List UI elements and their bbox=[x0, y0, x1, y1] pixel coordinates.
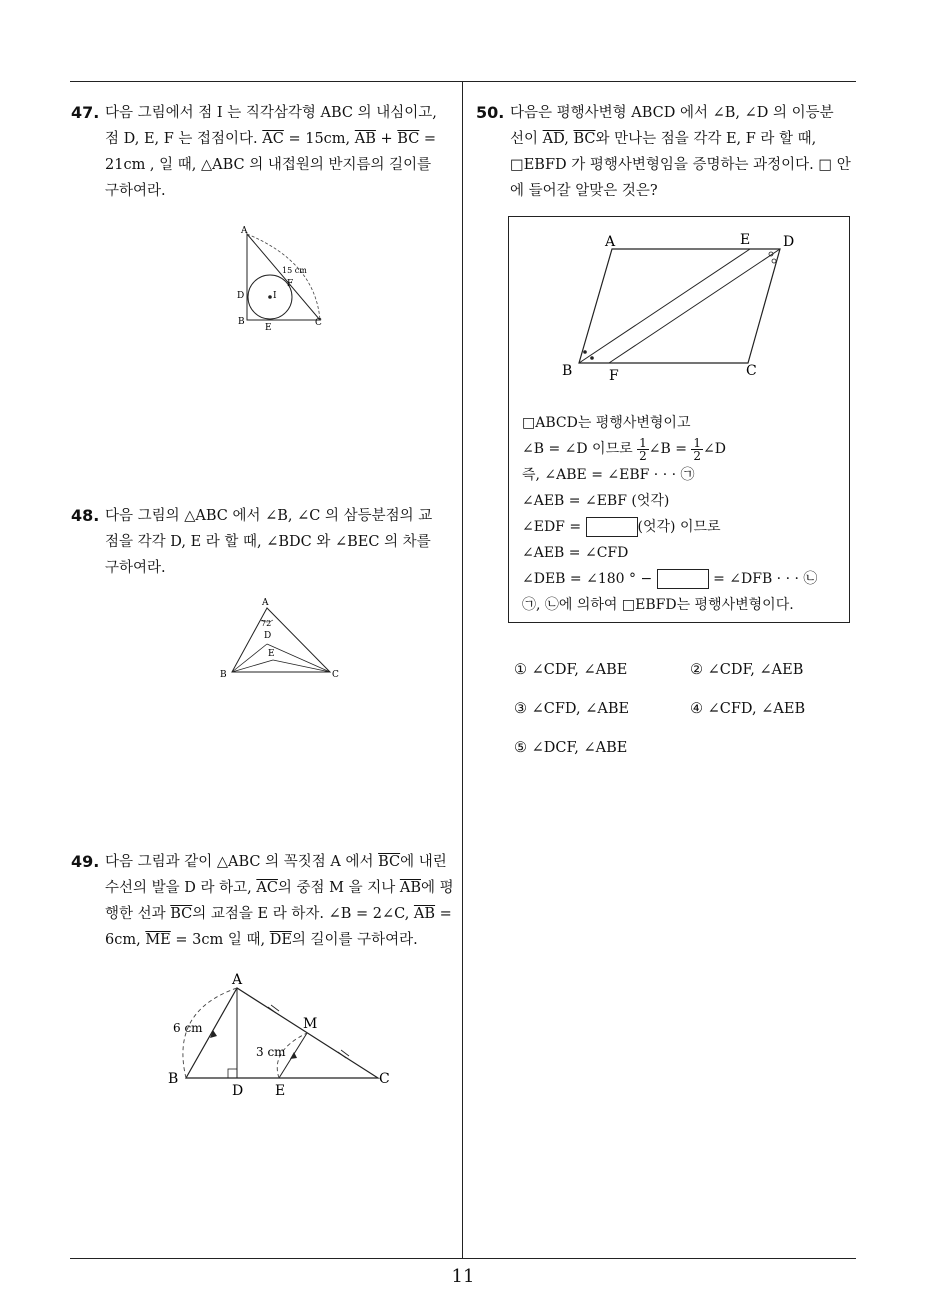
label-b: B bbox=[562, 363, 573, 379]
label-c: C bbox=[746, 363, 757, 379]
q47-line3: 21cm , 일 때, △ABC 의 내접원의 반지름의 길이를 bbox=[105, 157, 432, 173]
bottom-rule bbox=[70, 1258, 856, 1259]
label-e: E bbox=[740, 232, 751, 248]
q49-line2: 수선의 발을 D 라 하고, $\overline{AC}$의 중점 M 을 지나 $\overline{AB}$에 평 bbox=[105, 880, 454, 896]
label-f: F bbox=[609, 368, 619, 384]
label-b: B bbox=[220, 670, 227, 680]
q50-line1: 다음은 평행사변형 ABCD 에서 ∠B, ∠D 의 이등분 bbox=[510, 105, 834, 121]
label-d: D bbox=[232, 1083, 244, 1099]
q48-line1: 다음 그림의 △ABC 에서 ∠B, ∠C 의 삼등분점의 교 bbox=[105, 508, 433, 524]
length-6cm: 6 cm bbox=[173, 1021, 203, 1035]
angle-label: 72 bbox=[261, 619, 272, 628]
proof-line-5: ∠EDF = (엇각) 이므로 bbox=[522, 519, 721, 535]
answer-blank-2 bbox=[657, 569, 709, 589]
q50-line2: 선이 $\overline{AD}$, $\overline{BC}$와 만나는 점을 각각 E, F 라 할 때, bbox=[510, 131, 817, 147]
label-e: E bbox=[275, 1083, 286, 1099]
option-5[interactable]: ⑤ ∠DCF, ∠ABE bbox=[514, 740, 628, 756]
label-a: A bbox=[262, 598, 269, 608]
label-e: E bbox=[265, 323, 272, 333]
proof-line-3: 즉, ∠ABE = ∠EBF · · · ㉠ bbox=[522, 467, 695, 483]
length-3cm: 3 cm bbox=[256, 1045, 286, 1059]
option-2[interactable]: ② ∠CDF, ∠AEB bbox=[690, 662, 804, 678]
q49-line1: 다음 그림과 같이 △ABC 의 꼭짓점 A 에서 $\overline{BC}$에 내린 bbox=[105, 854, 447, 870]
length-label: 15 cm bbox=[282, 266, 307, 275]
question-47 bbox=[71, 100, 455, 204]
q47-line2: 점 D, E, F 는 접점이다. $\overline{AC} = 15cm$, $\overline{AB} + \overline{BC}$ = bbox=[105, 131, 437, 147]
q50-line3: □EBFD 가 평행사변형임을 증명하는 과정이다. □ 안 bbox=[510, 157, 851, 173]
top-rule bbox=[70, 81, 856, 82]
label-d: D bbox=[264, 631, 272, 641]
label-d: D bbox=[237, 291, 245, 301]
label-a: A bbox=[232, 972, 243, 988]
q49-figure bbox=[160, 966, 400, 1101]
label-f: F bbox=[287, 279, 294, 289]
label-c: C bbox=[379, 1071, 390, 1087]
question-number: 49. bbox=[71, 852, 100, 871]
option-3[interactable]: ③ ∠CFD, ∠ABE bbox=[514, 701, 630, 717]
label-b: B bbox=[238, 317, 245, 327]
proof-text bbox=[522, 410, 817, 618]
label-a: A bbox=[605, 234, 616, 250]
label-e: E bbox=[268, 649, 275, 659]
q48-line3: 구하여라. bbox=[105, 560, 166, 576]
page-number: 11 bbox=[451, 1266, 475, 1287]
q47-figure bbox=[230, 222, 340, 334]
label-a: A bbox=[241, 226, 248, 236]
proof-line-2: ∠B = ∠D 이므로 $\frac{1}{2}$ ∠B = $\frac{1}{2}$ ∠D bbox=[522, 435, 726, 463]
question-48 bbox=[71, 503, 455, 581]
q49-line4: 6cm, $\overline{ME} = 3cm$ 일 때, $\overline{DE}$의 길이를 구하여라. bbox=[105, 932, 418, 948]
q50-line4: 에 들어갈 알맞은 것은? bbox=[510, 183, 658, 199]
q50-figure bbox=[555, 228, 835, 388]
label-c: C bbox=[332, 670, 339, 680]
option-1[interactable]: ① ∠CDF, ∠ABE bbox=[514, 662, 628, 678]
label-m: M bbox=[303, 1016, 318, 1032]
question-number: 47. bbox=[71, 103, 100, 122]
q47-line1: 다음 그림에서 점 I 는 직각삼각형 ABC 의 내심이고, bbox=[105, 105, 437, 121]
label-d: D bbox=[783, 234, 795, 250]
proof-line-8: ㉠, ㉡에 의하여 □EBFD는 평행사변형이다. bbox=[522, 597, 794, 613]
q47-line4: 구하여라. bbox=[105, 183, 166, 199]
proof-line-6: ∠AEB = ∠CFD bbox=[522, 545, 629, 561]
answer-blank-1 bbox=[586, 517, 638, 537]
label-b: B bbox=[168, 1071, 179, 1087]
question-number: 50. bbox=[476, 103, 505, 122]
question-number: 48. bbox=[71, 506, 100, 525]
label-c: C bbox=[315, 318, 322, 328]
question-50 bbox=[476, 100, 860, 204]
q48-line2: 점을 각각 D, E 라 할 때, ∠BDC 와 ∠BEC 의 차를 bbox=[105, 534, 431, 550]
label-i: I bbox=[273, 291, 277, 301]
column-divider bbox=[462, 82, 463, 1258]
proof-line-7: ∠DEB = ∠180 ° − = ∠DFB · · · ㉡ bbox=[522, 571, 818, 587]
q48-figure bbox=[215, 594, 345, 684]
proof-line-1: □ABCD는 평행사변형이고 bbox=[522, 415, 691, 431]
proof-line-4: ∠AEB = ∠EBF (엇각) bbox=[522, 493, 670, 509]
q49-line3: 행한 선과 $\overline{BC}$의 교점을 E 라 하자. ∠B = 2∠C, $\overline{AB}$ = bbox=[105, 906, 452, 922]
question-49 bbox=[71, 849, 455, 953]
option-4[interactable]: ④ ∠CFD, ∠AEB bbox=[690, 701, 806, 717]
